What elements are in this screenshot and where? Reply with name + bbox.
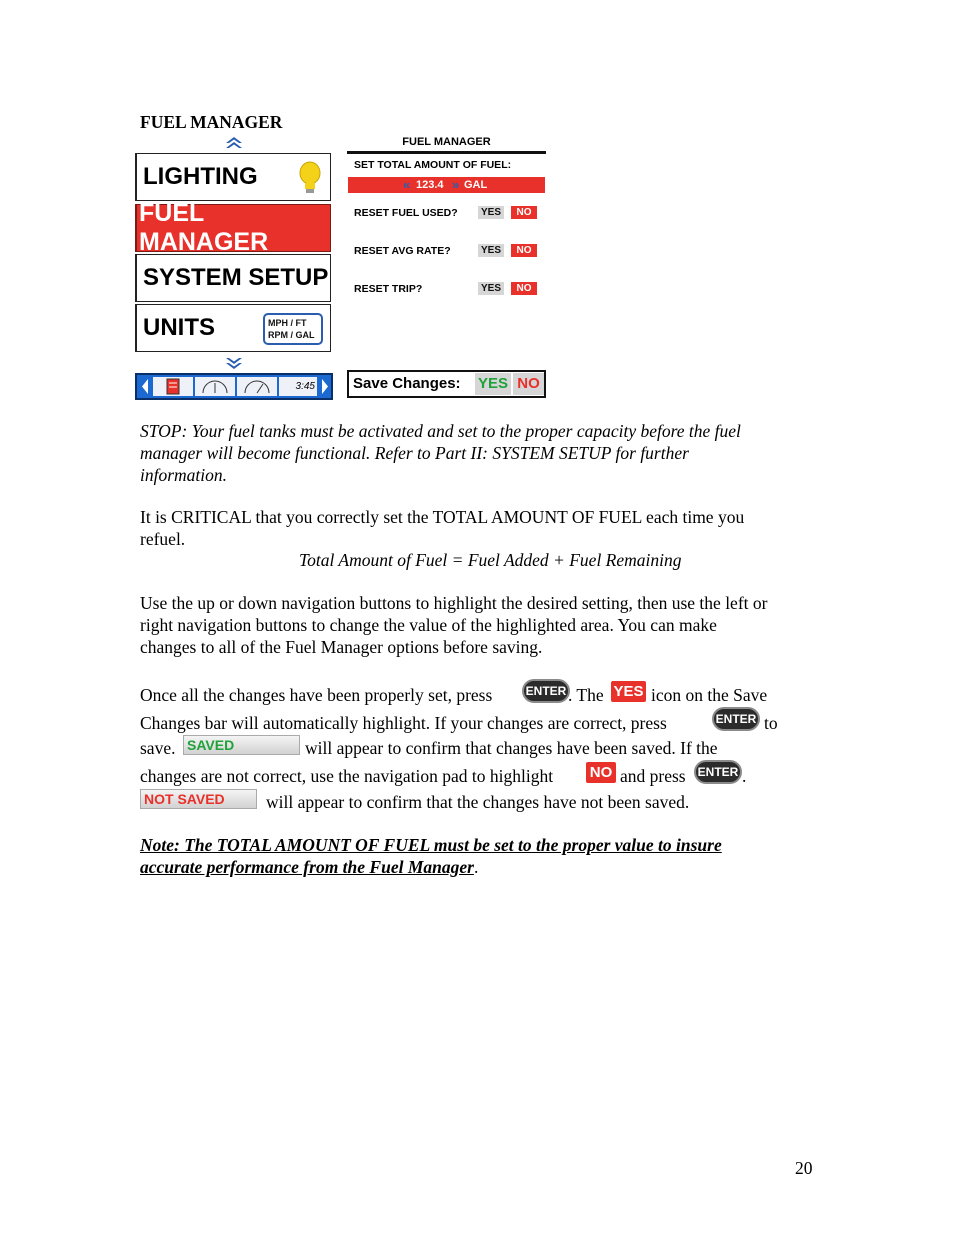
- nav-right-icon[interactable]: [320, 378, 330, 395]
- enter-button-icon: ENTER: [694, 760, 742, 784]
- main-menu-screen: [135, 134, 333, 400]
- menu-item-label: FUEL MANAGER: [139, 199, 269, 256]
- reset-fuel-used-yes-button[interactable]: YES: [478, 206, 504, 219]
- reset-fuel-used-no-button[interactable]: NO: [511, 206, 537, 219]
- fuel-manager-screen: [347, 134, 546, 400]
- yes-icon: YES: [611, 681, 646, 702]
- text-line: STOP: Your fuel tanks must be activated and set to the proper capacity before the fuel: [140, 421, 741, 441]
- units-engine: RPM / GAL: [268, 330, 315, 340]
- total-fuel-field[interactable]: [348, 177, 545, 193]
- units-badge: [263, 313, 323, 345]
- text-line: Use the up or down navigation buttons to highlight the desired setting, then use the left or: [140, 593, 768, 613]
- reset-avg-rate-label: RESET AVG RATE?: [354, 245, 451, 257]
- note-line: Note: The TOTAL AMOUNT OF FUEL must be set to the proper value to insure: [140, 835, 722, 855]
- reset-trip-label: RESET TRIP?: [354, 283, 423, 295]
- decrease-icon[interactable]: «: [403, 177, 411, 192]
- nav-segment-fuel[interactable]: [153, 377, 193, 396]
- gauge-icon: [195, 377, 235, 396]
- save-text-line-2b: to: [764, 713, 778, 733]
- save-text-line-3a: save.: [140, 738, 176, 758]
- section-title: FUEL MANAGER: [140, 112, 283, 132]
- note-line: accurate performance from the Fuel Manager: [140, 857, 474, 877]
- text-line: manager will become functional. Refer to Part II: SYSTEM SETUP for further: [140, 443, 689, 463]
- menu-item-label: UNITS: [143, 314, 215, 341]
- not-saved-indicator: NOT SAVED: [140, 789, 257, 809]
- save-text-line-3b: will appear to confirm that changes have been saved. If the: [305, 738, 718, 758]
- nav-segment-gauge-1[interactable]: [195, 377, 235, 396]
- reset-fuel-used-label: RESET FUEL USED?: [354, 207, 458, 219]
- screen-title: FUEL MANAGER: [347, 134, 546, 154]
- note-paragraph: Note: The TOTAL AMOUNT OF FUEL must be set to the proper value to insure accurate performance from the Fuel Manager.: [140, 835, 722, 877]
- light-bulb-icon: [298, 161, 322, 195]
- menu-item-lighting[interactable]: [135, 153, 331, 201]
- menu-item-label: LIGHTING: [143, 163, 258, 190]
- save-changes-bar: [347, 370, 546, 398]
- saved-indicator: SAVED: [183, 735, 300, 755]
- nav-segment-gauge-2[interactable]: [237, 377, 277, 396]
- save-yes-button[interactable]: YES: [475, 373, 511, 395]
- save-text-line-1a: Once all the changes have been properly set, press: [140, 685, 493, 705]
- enter-button-icon: ENTER: [712, 707, 760, 731]
- units-speed: MPH / FT: [268, 318, 307, 328]
- save-text-line-2a: Changes bar will automatically highlight. If your changes are correct, press: [140, 713, 667, 733]
- save-text-line-4b: and press: [620, 766, 686, 786]
- menu-item-units[interactable]: [135, 304, 331, 352]
- save-text-line-1c: icon on the Save: [651, 685, 768, 705]
- text-line: changes to all of the Fuel Manager options before saving.: [140, 637, 543, 657]
- total-fuel-label: SET TOTAL AMOUNT OF FUEL:: [354, 159, 512, 171]
- reset-trip-yes-button[interactable]: YES: [478, 282, 504, 295]
- increase-icon[interactable]: »: [452, 177, 460, 192]
- total-fuel-unit: GAL: [464, 179, 488, 191]
- save-text-line-5: will appear to confirm that the changes have not been saved.: [266, 792, 690, 812]
- clock-readout: 3:45: [295, 381, 315, 392]
- reset-trip-no-button[interactable]: NO: [511, 282, 537, 295]
- page-number: 20: [795, 1158, 813, 1178]
- no-icon: NO: [586, 762, 616, 783]
- fuel-formula: Total Amount of Fuel = Fuel Added + Fuel Remaining: [299, 550, 682, 570]
- save-text-line-1b: . The: [568, 685, 604, 705]
- bottom-nav-bar: [135, 373, 333, 400]
- navigation-paragraph: [140, 592, 767, 658]
- gauge-icon: [237, 377, 277, 396]
- scroll-down-icon[interactable]: [225, 356, 243, 370]
- nav-segment-clock[interactable]: [279, 377, 317, 396]
- text-line: information.: [140, 465, 228, 485]
- menu-item-label: SYSTEM SETUP: [143, 264, 329, 291]
- total-fuel-value: 123.4: [416, 179, 444, 191]
- text-line: refuel.: [140, 529, 186, 549]
- fuel-gauge-icon: [153, 377, 193, 396]
- reset-avg-rate-yes-button[interactable]: YES: [478, 244, 504, 257]
- stop-paragraph: [140, 420, 741, 486]
- reset-avg-rate-no-button[interactable]: NO: [511, 244, 537, 257]
- critical-paragraph: [140, 506, 744, 550]
- text-line: right navigation buttons to change the value of the highlighted area. You can make: [140, 615, 717, 635]
- enter-button-icon: ENTER: [522, 679, 570, 703]
- menu-item-fuel-manager[interactable]: [135, 199, 331, 256]
- nav-left-icon[interactable]: [140, 378, 150, 395]
- save-text-line-4a: changes are not correct, use the navigation pad to highlight: [140, 766, 554, 786]
- text-line: It is CRITICAL that you correctly set the TOTAL AMOUNT OF FUEL each time you: [140, 507, 745, 527]
- menu-item-system-setup[interactable]: [135, 254, 331, 302]
- save-no-button[interactable]: NO: [513, 373, 544, 395]
- save-text-line-4c: .: [742, 766, 747, 786]
- save-changes-label: Save Changes:: [353, 375, 461, 392]
- scroll-up-icon[interactable]: [225, 136, 243, 150]
